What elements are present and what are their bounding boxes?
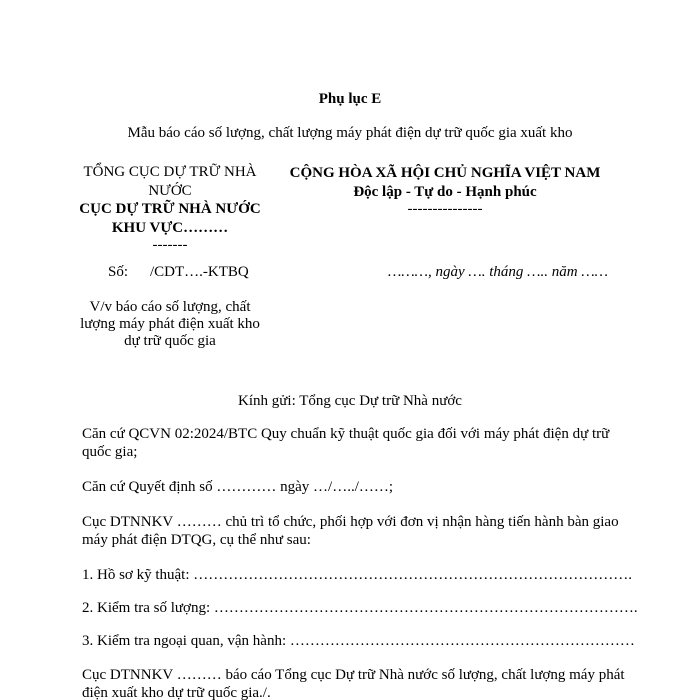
left-header-rule: ------- (152, 237, 188, 253)
intro-paragraph-line1: Cục DTNNKV ……… chủ trì tổ chức, phối hợp với đơn vị nhận hàng tiến hành bàn giao (82, 514, 619, 530)
closing-paragraph-line1: Cục DTNNKV ……… báo cáo Tổng cục Dự trữ Nhà nước số lượng, chất lượng máy phát (82, 667, 625, 683)
national-motto: Độc lập - Tự do - Hạnh phúc (353, 184, 537, 200)
department-name-line1: CỤC DỰ TRỮ NHÀ NƯỚC (79, 201, 261, 217)
agency-name-line2: NƯỚC (148, 183, 192, 199)
agency-name-line1: TỔNG CỤC DỰ TRỮ NHÀ (83, 164, 257, 180)
document-number-value: /CDT….-KTBQ (150, 264, 249, 280)
document-number-label: Số: (108, 264, 129, 280)
right-header-rule: --------------- (407, 201, 483, 217)
legal-basis-2: Căn cứ Quyết định số ………… ngày …/…../……; (82, 479, 394, 495)
closing-paragraph-line2: điện xuất kho dự trữ quốc gia./. (82, 685, 271, 700)
subject-line1: V/v báo cáo số lượng, chất (89, 299, 251, 315)
legal-basis-1-line1: Căn cứ QCVN 02:2024/BTC Quy chuẩn kỹ thuật quốc gia đối với máy phát điện dự trữ (82, 426, 610, 442)
intro-paragraph-line2: máy phát điện DTQG, cụ thể như sau: (82, 532, 311, 548)
appendix-title: Phụ lục E (318, 91, 382, 107)
recipient-line: Kính gửi: Tổng cục Dự trữ Nhà nước (238, 393, 462, 409)
item-technical-records: 1. Hồ sơ kỹ thuật: ……………………………………………………………………………. (82, 567, 633, 583)
nation-name: CỘNG HÒA XÃ HỘI CHỦ NGHĨA VIỆT NAM (289, 165, 601, 181)
subject-line2: lượng máy phát điện xuất kho (80, 316, 260, 332)
subject-line3: dự trữ quốc gia (124, 333, 216, 349)
item-appearance-operation-check: 3. Kiểm tra ngoại quan, vận hành: …………………………………………………………… (82, 633, 635, 649)
item-quantity-check: 2. Kiểm tra số lượng: …………………………………………………………………………. (82, 600, 638, 616)
date-line: ………, ngày …. tháng ….. năm …… (388, 264, 609, 280)
department-name-line2: KHU VỰC……… (111, 220, 229, 236)
legal-basis-1-line2: quốc gia; (82, 444, 138, 460)
appendix-subtitle: Mẫu báo cáo số lượng, chất lượng máy phát điện dự trữ quốc gia xuất kho (127, 125, 573, 141)
